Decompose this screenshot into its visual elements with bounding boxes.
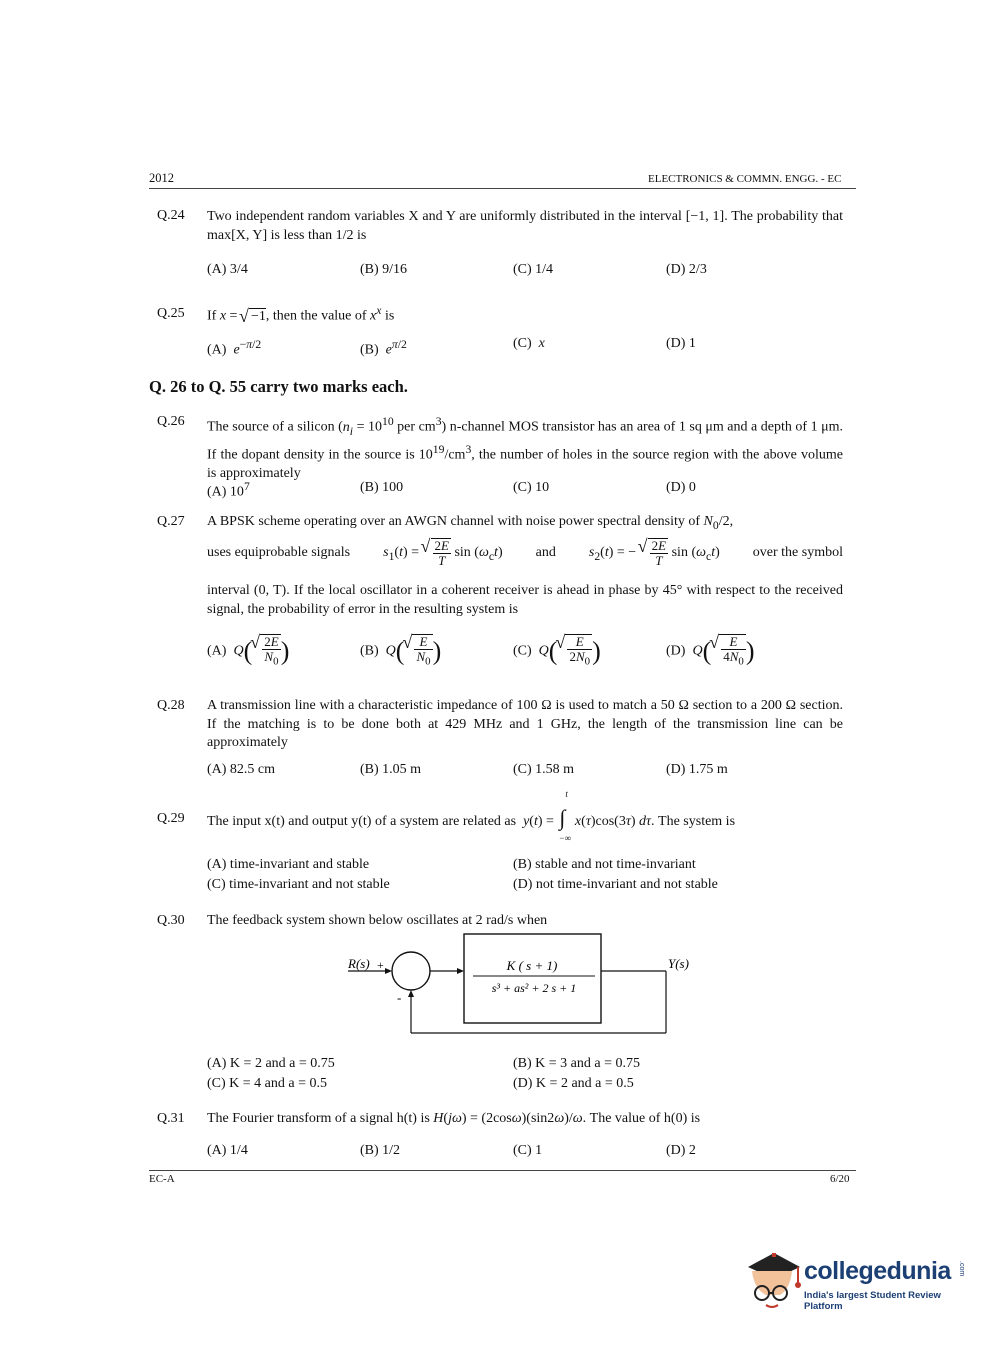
q28-option-c: (C) 1.58 m <box>513 762 575 777</box>
q26-option-c: (C) 10 <box>513 480 550 495</box>
tf-numerator: K ( s + 1) <box>506 958 558 973</box>
q25-text: If x = √ −1, then the value of $x^x$ is <box>207 304 394 325</box>
diagram-plus-sign: + <box>377 958 384 972</box>
q26-text: The source of a silicon ($n_i = 10^{10}$ per $cm^3$) n-channel MOS transistor has an area of 1 sq μm and a depth of 1 μm. If the dopant density in the source is $10^{19}/cm^3$, the number of holes in the source region with the above volume is approximately <box>207 415 844 482</box>
header-rule <box>149 188 856 189</box>
diagram-minus-sign: - <box>397 990 402 1005</box>
feedback-block-diagram <box>340 930 689 1040</box>
summing-junction <box>392 952 430 990</box>
q29-number: Q.29 <box>157 811 185 826</box>
q25-suffix: is <box>384 308 395 324</box>
footer-code: EC-A <box>149 1173 175 1185</box>
q24-number: Q.24 <box>157 208 185 223</box>
q25-option-c: (C) x <box>513 336 545 351</box>
q30-number: Q.30 <box>157 913 185 928</box>
collegedunia-logo <box>744 1249 974 1319</box>
q26-option-d: (D) 0 <box>666 480 696 495</box>
q24-option-c: (C) 1/4 <box>513 262 554 277</box>
section-title: Q. 26 to Q. 55 carry two marks each. <box>149 377 408 396</box>
q25-number: Q.25 <box>157 306 185 321</box>
q31-option-d: (D) 2 <box>666 1143 696 1158</box>
q28-option-a: (A) 82.5 cm <box>207 762 276 777</box>
q24-option-b: (B) 9/16 <box>360 262 408 277</box>
q26-option-a: (A) $10^7$ <box>207 480 250 500</box>
diagram-output-label: Y(s) <box>668 956 689 971</box>
q30-text: The feedback system shown below oscillates at 2 rad/s when <box>207 913 548 928</box>
header-subject: ELECTRONICS & COMMN. ENGG. - EC <box>648 173 842 185</box>
q29-option-a: (A) time-invariant and stable <box>207 857 370 872</box>
q27-option-a: (A) Q( √ $\frac{2E}{N_0}$ ) <box>207 634 289 669</box>
q26-number: Q.26 <box>157 414 185 429</box>
q29-text: The input x(t) and output y(t) of a system are related as y(t) = ∫ t −∞ x(τ)cos(3τ) dτ. The system is <box>207 789 736 843</box>
q30-option-b: (B) K = 3 and a = 0.75 <box>513 1056 640 1071</box>
q24-text: Two independent random variables X and Y are uniformly distributed in the interval [−1, 1]. The probability that max[X, Y] is less than 1/2 is <box>207 209 843 243</box>
q25-option-b: (B) $e^{\pi/2}$ <box>360 338 407 358</box>
q28-option-b: (B) 1.05 m <box>360 762 422 777</box>
q28-text: A transmission line with a characteristic impedance of 100 Ω is used to match a 50 Ω section to a 200 Ω section. If the matching is to be done both at 429 MHz and 1 GHz, the length of the transmission line can be approximately <box>207 698 843 750</box>
q31-number: Q.31 <box>157 1111 185 1126</box>
q25-mid: , then the value of <box>265 308 367 324</box>
q29-option-c: (C) time-invariant and not stable <box>207 877 390 892</box>
q24-option-a: (A) 3/4 <box>207 262 248 277</box>
diagram-input-label: R(s) <box>348 956 370 971</box>
q28-number: Q.28 <box>157 698 185 713</box>
mascot-icon <box>744 1249 802 1311</box>
q27-option-d: (D) Q( √ $\frac{E}{4N_0}$ ) <box>666 634 755 669</box>
q25-prefix: If <box>207 308 217 324</box>
q26-option-b: (B) 100 <box>360 480 404 495</box>
transfer-function-block <box>464 934 601 1023</box>
q27-option-b: (B) Q( √ $\frac{E}{N_0}$ ) <box>360 634 441 669</box>
header-year: 2012 <box>149 171 174 185</box>
q27-line3: interval (0, T). If the local oscillator in a coherent receiver is ahead in phase by 45° with respect to the received signal, the probability of error in the resulting system is <box>207 583 843 617</box>
logo-domain: .com <box>958 1261 965 1277</box>
q25-option-d: (D) 1 <box>666 336 696 351</box>
q30-option-d: (D) K = 2 and a = 0.5 <box>513 1076 634 1091</box>
q27-line1: A BPSK scheme operating over an AWGN channel with noise power spectral density of $N_0/2$, <box>207 514 734 532</box>
q24-option-d: (D) 2/3 <box>666 262 707 277</box>
q27-line2: uses equiprobable signals $s_1(t)$ = √ $\frac{2E}{T}$ $\sin (\omega_ct)$ and $s_2(t)$ = − √ $\frac{2E}{T}$ $\sin (\omega_ct)$ over the symbol <box>207 538 843 568</box>
q31-option-a: (A) 1/4 <box>207 1143 248 1158</box>
q28-option-d: (D) 1.75 m <box>666 762 728 777</box>
q31-option-c: (C) 1 <box>513 1143 543 1158</box>
tf-denominator: s³ + as² + 2 s + 1 <box>491 981 577 995</box>
logo-name: collegedunia <box>804 1257 951 1285</box>
logo-tagline: India's largest Student Review Platform <box>804 1290 941 1312</box>
footer-page: 6/20 <box>830 1173 850 1185</box>
q27-option-c: (C) Q( √ $\frac{E}{2N_0}$ ) <box>513 634 601 669</box>
q29-option-b: (B) stable and not time-invariant <box>513 857 696 872</box>
q27-number: Q.27 <box>157 514 185 529</box>
q30-option-a: (A) K = 2 and a = 0.75 <box>207 1056 335 1071</box>
q30-option-c: (C) K = 4 and a = 0.5 <box>207 1076 327 1091</box>
q25-option-a: (A) $e^{-\pi/2}$ <box>207 338 262 358</box>
q29-option-d: (D) not time-invariant and not stable <box>513 877 718 892</box>
q31-text: The Fourier transform of a signal h(t) is H(jω) = (2cosω)(sin2ω)/ω. The value of h(0) is <box>207 1111 701 1126</box>
q31-option-b: (B) 1/2 <box>360 1143 401 1158</box>
footer-rule <box>149 1170 856 1171</box>
